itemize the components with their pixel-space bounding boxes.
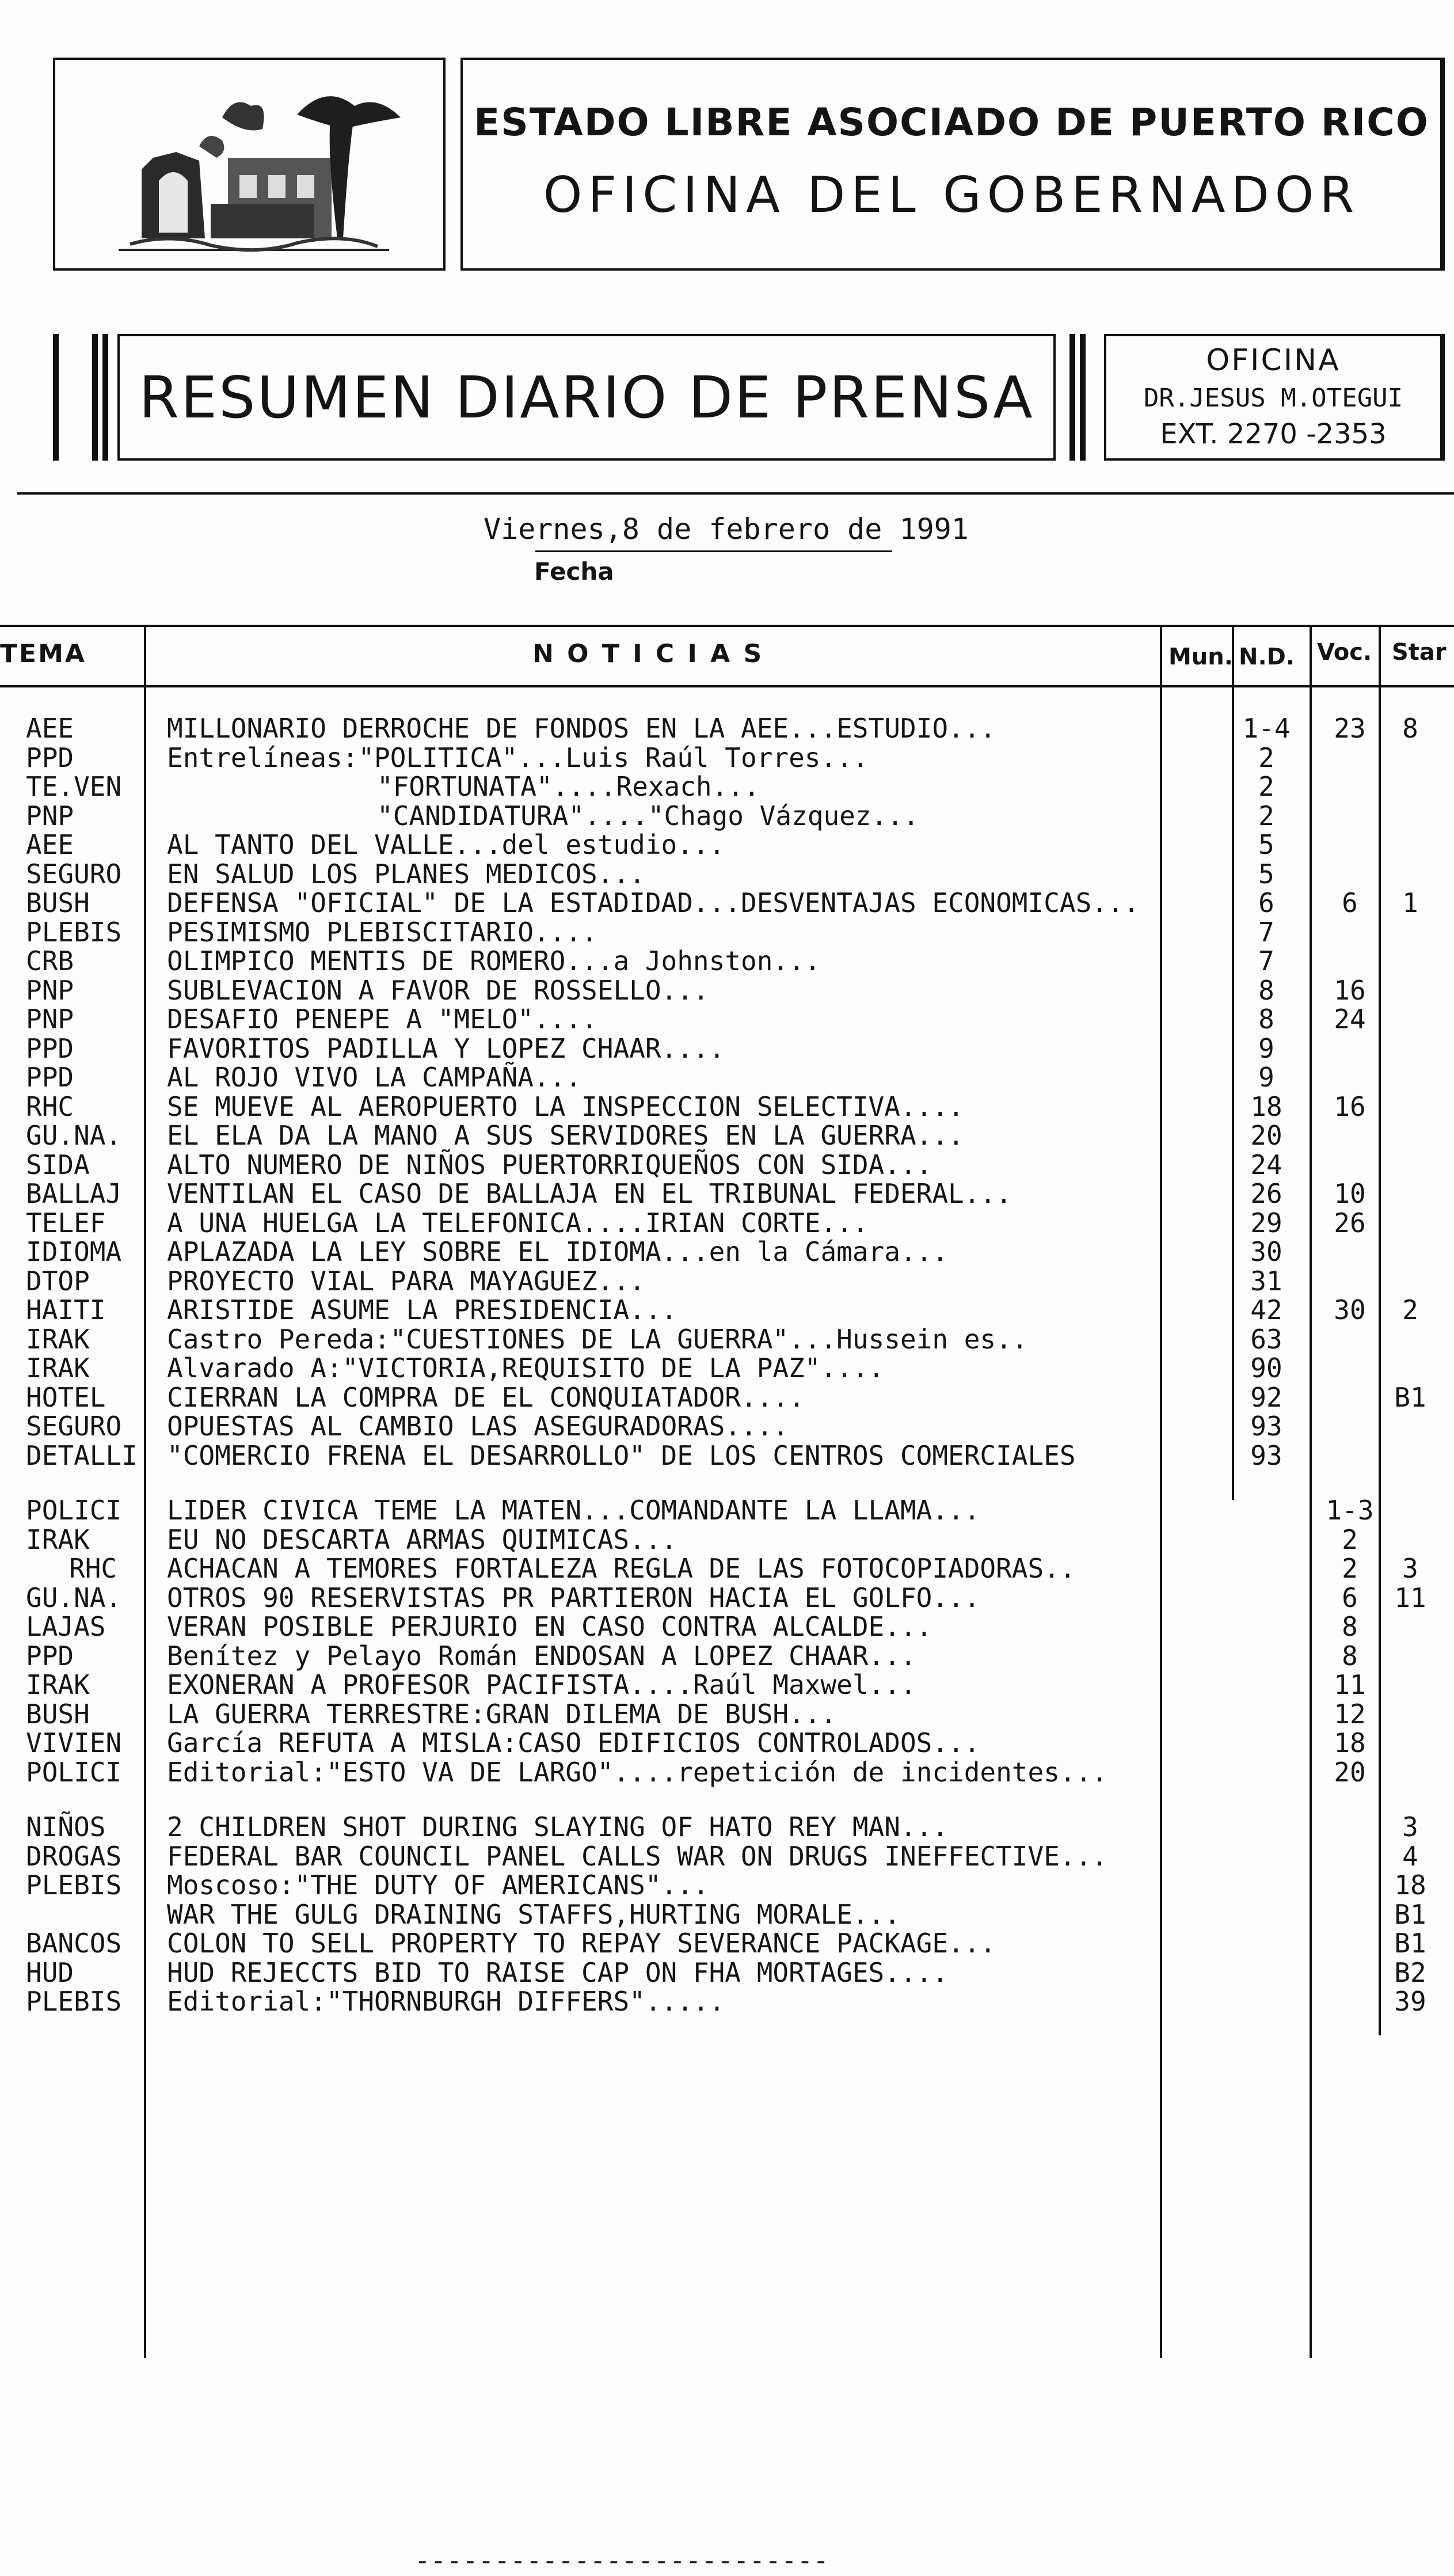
news-row [0, 1583, 1454, 1612]
news-row [0, 743, 1454, 772]
row-nd-page: 9 [1258, 1032, 1274, 1064]
row-tema: IDIOMA [26, 1236, 122, 1267]
row-tema: SIDA [26, 1149, 90, 1180]
row-tema: PPD [26, 1640, 74, 1671]
contact-name: DR.JESUS M.OTEGUI [1143, 383, 1403, 413]
row-star-page: 1 [1402, 887, 1418, 918]
row-voc-page: 6 [1342, 1582, 1358, 1613]
row-headline: VERAN POSIBLE PERJURIO EN CASO CONTRA ALCALDE... [167, 1611, 932, 1642]
news-row [0, 714, 1454, 743]
row-star-page: 3 [1402, 1811, 1418, 1842]
row-voc-page: 20 [1334, 1756, 1366, 1788]
row-nd-page: 2 [1258, 742, 1274, 773]
row-nd-page: 7 [1258, 916, 1274, 948]
row-nd-page: 1-4 [1242, 713, 1291, 744]
column-header-tema: TEMA [0, 639, 86, 668]
row-tema: SEGURO [26, 1411, 122, 1442]
news-row [0, 860, 1454, 888]
row-headline: ARISTIDE ASUME LA PRESIDENCIA... [167, 1294, 677, 1325]
row-tema: GU.NA. [26, 1120, 122, 1151]
end-separator: -------------------------- [414, 2545, 829, 2576]
row-nd-page: 5 [1258, 858, 1274, 890]
news-row [0, 1525, 1454, 1554]
row-headline: CIERRAN LA COMPRA DE EL CONQUIATADOR.... [167, 1381, 805, 1413]
row-headline: MILLONARIO DERROCHE DE FONDOS EN LA AEE...ESTUDIO... [167, 713, 996, 744]
row-headline: DESAFIO PENEPE A "MELO".... [167, 1004, 597, 1035]
news-row [0, 1496, 1454, 1525]
row-voc-page: 30 [1334, 1294, 1366, 1325]
row-tema: SEGURO [26, 858, 122, 890]
row-star-page: 2 [1402, 1294, 1418, 1325]
row-star-page: B2 [1394, 1956, 1426, 1988]
row-star-page: 39 [1394, 1986, 1426, 2017]
row-voc-page: 11 [1334, 1669, 1366, 1700]
row-headline: FEDERAL BAR COUNCIL PANEL CALLS WAR ON DRUGS INEFFECTIVE... [167, 1840, 1107, 1872]
news-row [0, 1958, 1454, 1987]
row-headline: Alvarado A:"VICTORIA,REQUISITO DE LA PAZ".... [167, 1352, 885, 1384]
column-header-noticias: N O T I C I A S [532, 639, 764, 668]
news-row [0, 1758, 1454, 1787]
row-tema: LAJAS [26, 1611, 106, 1642]
column-header-star: Star [1392, 639, 1447, 666]
fortaleza-logo [55, 60, 443, 268]
news-row [0, 1267, 1454, 1295]
news-row [0, 1412, 1454, 1441]
row-voc-page: 18 [1334, 1727, 1366, 1758]
news-row [0, 976, 1454, 1005]
news-row [0, 918, 1454, 947]
row-nd-page: 2 [1258, 800, 1274, 831]
row-tema: DTOP [26, 1265, 90, 1297]
row-tema: BANCOS [26, 1928, 122, 1959]
news-row [0, 1237, 1454, 1266]
news-row [0, 1987, 1454, 2016]
report-date: Viernes,8 de febrero de 1991 [484, 512, 969, 546]
news-row [0, 1612, 1454, 1641]
row-voc-page: 26 [1334, 1207, 1366, 1238]
row-nd-page: 31 [1250, 1265, 1282, 1297]
row-tema: BUSH [26, 887, 90, 918]
row-headline: LA GUERRA TERRESTRE:GRAN DILEMA DE BUSH... [167, 1698, 837, 1730]
row-headline: Moscoso:"THE DUTY OF AMERICANS"... [167, 1870, 709, 1901]
row-headline: AL TANTO DEL VALLE...del estudio... [167, 829, 725, 860]
row-nd-page: 20 [1250, 1120, 1282, 1151]
row-nd-page: 30 [1250, 1236, 1282, 1267]
row-voc-page: 8 [1342, 1611, 1358, 1642]
row-tema: PPD [26, 1062, 74, 1093]
row-headline: "FORTUNATA"....Rexach... [377, 771, 760, 802]
row-tema: RHC [26, 1091, 74, 1122]
row-tema: BUSH [26, 1698, 90, 1730]
news-row [0, 1325, 1454, 1354]
row-nd-page: 92 [1250, 1381, 1282, 1413]
decor-bar [92, 334, 98, 461]
office-header [460, 58, 1445, 271]
news-row [0, 947, 1454, 975]
summary-title: RESUMEN DIARIO DE PRENSA [139, 364, 1034, 431]
news-row [0, 1441, 1454, 1470]
decor-bar [1080, 334, 1086, 461]
row-headline: APLAZADA LA LEY SOBRE EL IDIOMA...en la Cámara... [167, 1236, 949, 1267]
news-row [0, 1179, 1454, 1208]
row-headline: SE MUEVE AL AEROPUERTO LA INSPECCION SELECTIVA.... [167, 1091, 964, 1122]
column-header-mun: Mun. [1168, 644, 1233, 670]
contact-ext: EXT. 2270 -2353 [1160, 418, 1387, 450]
row-tema: AEE [26, 713, 74, 744]
news-row [0, 1063, 1454, 1092]
row-headline: OPUESTAS AL CAMBIO LAS ASEGURADORAS.... [167, 1411, 789, 1442]
news-row [0, 1354, 1454, 1382]
news-row [0, 1900, 1454, 1929]
row-tema: CRB [26, 945, 74, 977]
row-star-page: 4 [1402, 1840, 1418, 1872]
row-star-page: B1 [1394, 1381, 1426, 1413]
row-headline: "CANDIDATURA"...."Chago Vázquez... [377, 800, 919, 831]
news-row [0, 1005, 1454, 1034]
row-tema: NIÑOS [26, 1811, 106, 1842]
row-nd-page: 29 [1250, 1207, 1282, 1238]
column-header-voc: Voc. [1317, 639, 1372, 666]
row-headline: Editorial:"ESTO VA DE LARGO"....repetición de incidentes... [167, 1756, 1107, 1788]
row-headline: EN SALUD LOS PLANES MEDICOS... [167, 858, 645, 890]
row-nd-page: 7 [1258, 945, 1274, 977]
row-headline: EXONERAN A PROFESOR PACIFISTA....Raúl Maxwel... [167, 1669, 916, 1700]
row-headline: Benítez y Pelayo Román ENDOSAN A LOPEZ CHAAR... [167, 1640, 916, 1671]
table-header-rule [0, 685, 1454, 687]
row-tema: IRAK [26, 1352, 90, 1384]
news-row [0, 1929, 1454, 1958]
news-row [0, 1813, 1454, 1841]
date-underline [535, 550, 892, 552]
row-headline: DEFENSA "OFICIAL" DE LA ESTADIDAD...DESVENTAJAS ECONOMICAS... [167, 887, 1140, 918]
row-star-page: B1 [1394, 1928, 1426, 1959]
row-headline: VENTILAN EL CASO DE BALLAJA EN EL TRIBUNAL FEDERAL... [167, 1178, 1012, 1209]
row-nd-page: 5 [1258, 829, 1274, 860]
row-voc-page: 12 [1334, 1698, 1366, 1730]
row-headline: FAVORITOS PADILLA Y LOPEZ CHAAR.... [167, 1032, 725, 1064]
row-headline: 2 CHILDREN SHOT DURING SLAYING OF HATO REY MAN... [167, 1811, 949, 1842]
row-headline: OTROS 90 RESERVISTAS PR PARTIERON HACIA EL GOLFO... [167, 1582, 980, 1613]
news-row [0, 1209, 1454, 1237]
row-nd-page: 9 [1258, 1062, 1274, 1093]
row-headline: LIDER CIVICA TEME LA MATEN...COMANDANTE LA LLAMA... [167, 1495, 980, 1526]
news-row [0, 1383, 1454, 1412]
row-voc-page: 2 [1342, 1553, 1358, 1584]
row-nd-page: 24 [1250, 1149, 1282, 1180]
row-headline: EU NO DESCARTA ARMAS QUIMICAS... [167, 1523, 677, 1555]
row-tema: HAITI [26, 1294, 106, 1325]
row-headline: ALTO NUMERO DE NIÑOS PUERTORRIQUEÑOS CON SIDA... [167, 1149, 932, 1180]
column-header-nd: N.D. [1239, 644, 1295, 670]
row-headline: EL ELA DA LA MANO A SUS SERVIDORES EN LA GUERRA... [167, 1120, 964, 1151]
row-tema: PNP [26, 800, 74, 831]
row-tema: HUD [26, 1956, 74, 1988]
row-voc-page: 2 [1342, 1523, 1358, 1555]
contact-office: OFICINA [1206, 343, 1341, 378]
row-tema: DROGAS [26, 1840, 122, 1872]
news-row [0, 1670, 1454, 1699]
row-tema: PLEBIS [26, 916, 122, 948]
row-headline: A UNA HUELGA LA TELEFONICA....IRIAN CORTE... [167, 1207, 869, 1238]
news-row [0, 772, 1454, 801]
row-tema: VIVIEN [26, 1727, 122, 1758]
row-tema: POLICI [26, 1756, 122, 1788]
row-tema: IRAK [26, 1523, 90, 1555]
row-tema: PPD [26, 742, 74, 773]
row-headline: OLIMPICO MENTIS DE ROMERO...a Johnston... [167, 945, 821, 977]
row-voc-page: 16 [1334, 974, 1366, 1006]
row-star-page: 3 [1402, 1553, 1418, 1584]
row-tema: DETALLI [26, 1439, 138, 1471]
decor-bar [102, 334, 108, 461]
row-tema: AEE [26, 829, 74, 860]
row-headline: ACHACAN A TEMORES FORTALEZA REGLA DE LAS FOTOCOPIADORAS.. [167, 1553, 1076, 1584]
row-voc-page: 24 [1334, 1004, 1366, 1035]
row-headline: COLON TO SELL PROPERTY TO REPAY SEVERANCE PACKAGE... [167, 1928, 996, 1959]
row-tema: PNP [26, 1004, 74, 1035]
row-tema: POLICI [26, 1495, 122, 1526]
row-nd-page: 93 [1250, 1439, 1282, 1471]
row-nd-page: 26 [1250, 1178, 1282, 1209]
row-voc-page: 1-3 [1326, 1495, 1374, 1526]
state-name: ESTADO LIBRE ASOCIADO DE PUERTO RICO [474, 100, 1429, 145]
news-row [0, 1728, 1454, 1757]
table-top-rule [0, 625, 1454, 627]
row-headline: HUD REJECCTS BID TO RAISE CAP ON FHA MORTAGES.... [167, 1956, 949, 1988]
row-tema: RHC [69, 1553, 117, 1584]
row-voc-page: 6 [1342, 887, 1358, 918]
row-tema: PLEBIS [26, 1870, 122, 1901]
row-star-page: 11 [1394, 1582, 1426, 1613]
row-headline: Castro Pereda:"CUESTIONES DE LA GUERRA"...Hussein es.. [167, 1323, 1028, 1355]
row-tema: IRAK [26, 1323, 90, 1355]
row-tema: PPD [26, 1032, 74, 1064]
row-tema: PNP [26, 974, 74, 1006]
news-row [0, 1842, 1454, 1871]
row-headline: SUBLEVACION A FAVOR DE ROSSELLO... [167, 974, 709, 1006]
row-tema: TELEF [26, 1207, 106, 1238]
row-star-page: 8 [1402, 713, 1418, 744]
news-row [0, 1121, 1454, 1150]
contact-box [1104, 334, 1445, 461]
news-row [0, 1871, 1454, 1899]
row-voc-page: 16 [1334, 1091, 1366, 1122]
row-nd-page: 63 [1250, 1323, 1282, 1355]
row-tema: TE.VEN [26, 771, 122, 802]
divider [17, 492, 1454, 495]
date-label: Fecha [534, 557, 614, 586]
row-tema: IRAK [26, 1669, 90, 1700]
row-tema: PLEBIS [26, 1986, 122, 2017]
news-row [0, 1092, 1454, 1121]
row-nd-page: 6 [1258, 887, 1274, 918]
row-nd-page: 2 [1258, 771, 1274, 802]
row-headline: AL ROJO VIVO LA CAMPAÑA... [167, 1062, 582, 1093]
office-name: OFICINA DEL GOBERNADOR [543, 166, 1360, 224]
row-headline: WAR THE GULG DRAINING STAFFS,HURTING MORALE... [167, 1898, 900, 1930]
row-nd-page: 93 [1250, 1411, 1282, 1442]
news-row [0, 1295, 1454, 1324]
logo-frame [53, 58, 446, 271]
news-row [0, 830, 1454, 859]
row-headline: PROYECTO VIAL PARA MAYAGUEZ... [167, 1265, 645, 1297]
row-star-page: 18 [1394, 1870, 1426, 1901]
row-tema: GU.NA. [26, 1582, 122, 1613]
row-nd-page: 90 [1250, 1352, 1282, 1384]
summary-title-box [117, 334, 1056, 461]
news-row [0, 1034, 1454, 1063]
news-row [0, 1700, 1454, 1728]
row-voc-page: 8 [1342, 1640, 1358, 1671]
decor-bar [1069, 334, 1075, 461]
row-nd-page: 8 [1258, 1004, 1274, 1035]
row-headline: PESIMISMO PLEBISCITARIO.... [167, 916, 597, 948]
row-headline: Entrelíneas:"POLITICA"...Luis Raúl Torres... [167, 742, 869, 773]
news-row [0, 1150, 1454, 1179]
news-row [0, 888, 1454, 917]
row-voc-page: 23 [1334, 713, 1366, 744]
row-nd-page: 8 [1258, 974, 1274, 1006]
row-voc-page: 10 [1334, 1178, 1366, 1209]
news-row [0, 1642, 1454, 1670]
row-headline: Editorial:"THORNBURGH DIFFERS"..... [167, 1986, 725, 2017]
news-row [0, 801, 1454, 830]
row-headline: "COMERCIO FRENA EL DESARROLLO" DE LOS CENTROS COMERCIALES [167, 1439, 1076, 1471]
row-tema: BALLAJ [26, 1178, 122, 1209]
row-nd-page: 18 [1250, 1091, 1282, 1122]
news-row [0, 1554, 1454, 1583]
row-headline: García REFUTA A MISLA:CASO EDIFICIOS CONTROLADOS... [167, 1727, 980, 1758]
row-star-page: B1 [1394, 1898, 1426, 1930]
decor-bar [53, 334, 59, 461]
row-tema: HOTEL [26, 1381, 106, 1413]
row-nd-page: 42 [1250, 1294, 1282, 1325]
